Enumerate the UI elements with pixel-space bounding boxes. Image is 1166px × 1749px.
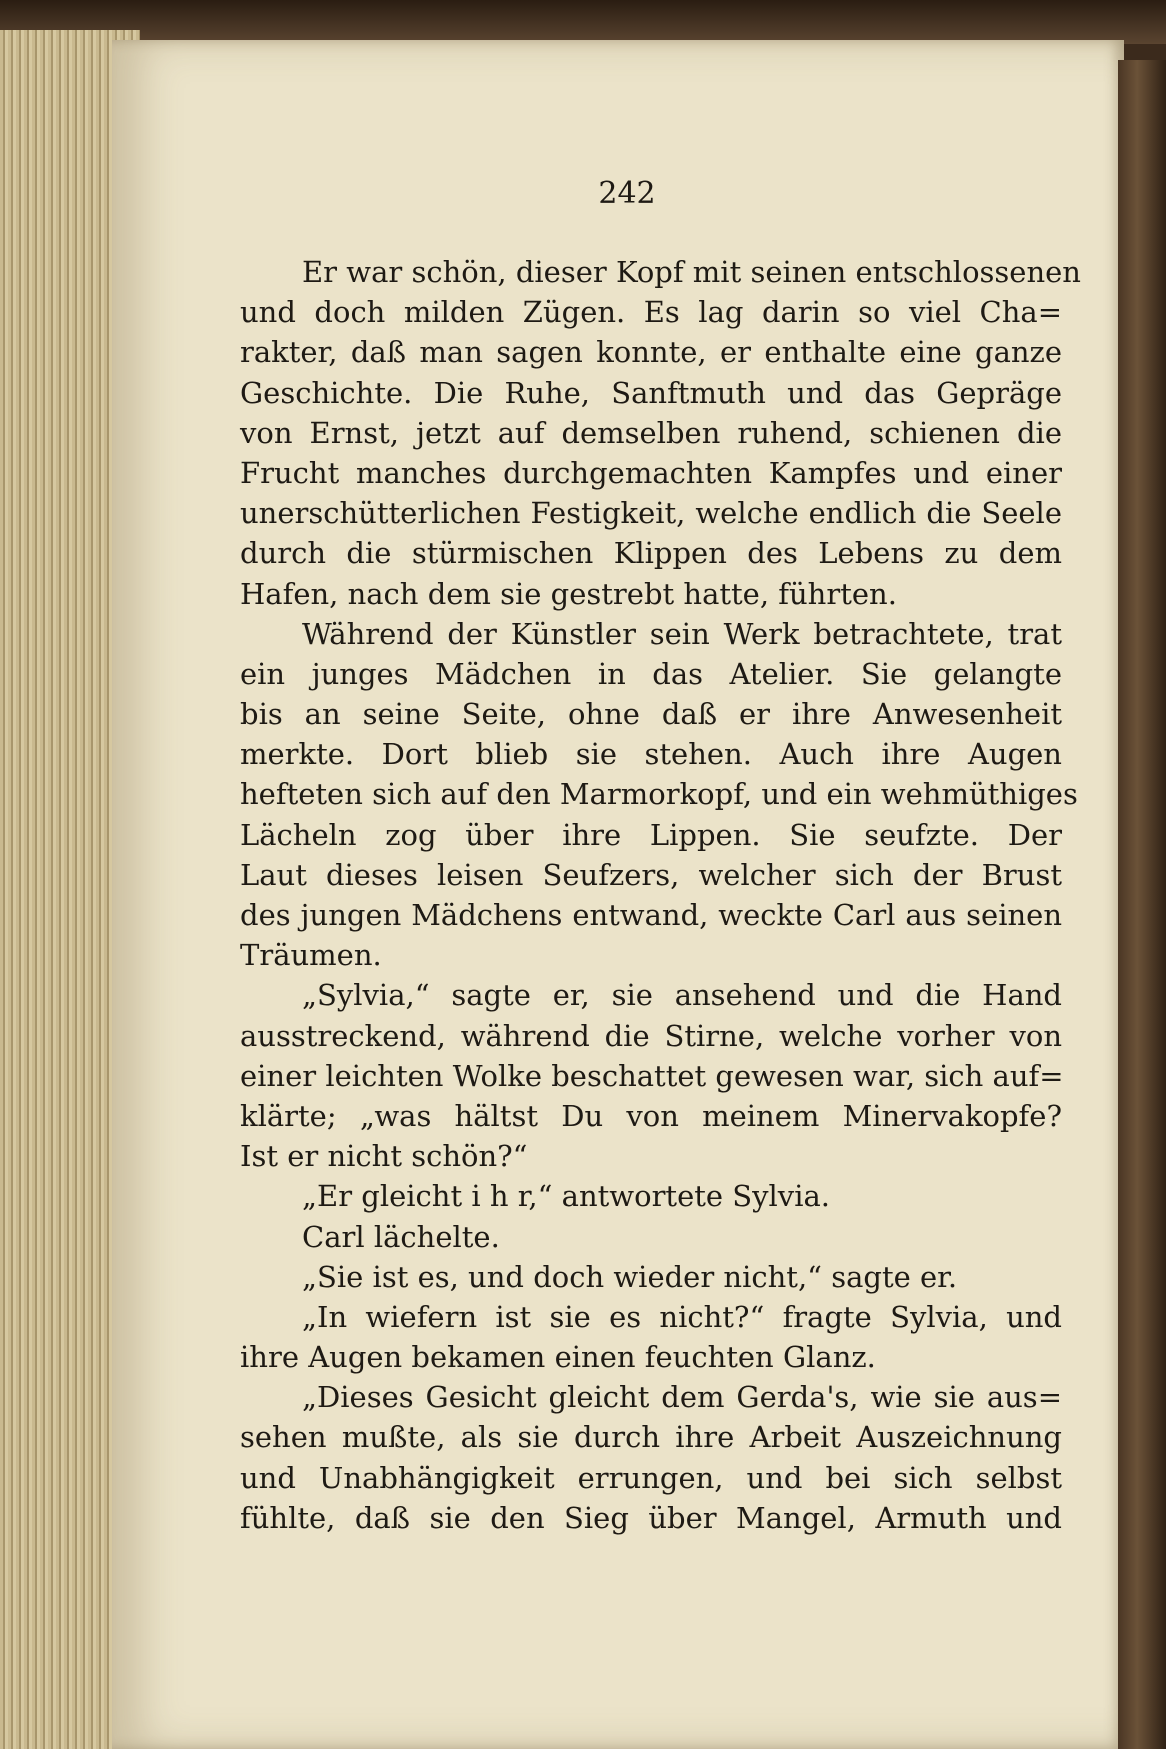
text-line: rakter, daß man sagen konnte, er enthalte eine ganze	[240, 335, 1062, 370]
text-line: Er war schön, dieser Kopf mit seinen entschlossenen	[302, 255, 1081, 289]
text-line: Carl lächelte.	[302, 1219, 500, 1254]
text-line: ausstreckend, während die Stirne, welche vorher von	[240, 1018, 1062, 1053]
text-line: „Sie ist es, und doch wieder nicht,“ sagte er.	[302, 1259, 958, 1294]
text-line: merkte. Dort blieb sie stehen. Auch ihre Augen	[240, 737, 1062, 772]
text-line: Während der Künstler sein Werk betrachtete, trat	[302, 616, 1062, 651]
body-text	[240, 252, 1081, 1538]
text-line: Geschichte. Die Ruhe, Sanftmuth und das Gepräge	[240, 375, 1062, 410]
text-line: einer leichten Wolke beschattet gewesen war, sich auf=	[240, 1058, 1064, 1093]
text-line: Träumen.	[240, 938, 382, 973]
text-line: durch die stürmischen Klippen des Lebens zu dem	[240, 536, 1062, 571]
text-line: hefteten sich auf den Marmorkopf, und ein wehmüthiges	[240, 777, 1078, 812]
text-line: Laut dieses leisen Seufzers, welcher sich der Brust	[240, 857, 1062, 892]
text-line: des jungen Mädchens entwand, weckte Carl aus seinen	[240, 898, 1062, 932]
text-line: fühlte, daß sie den Sieg über Mangel, Armuth und	[240, 1500, 1062, 1535]
text-line: bis an seine Seite, ohne daß er ihre Anwesenheit	[240, 697, 1062, 732]
text-line: klärte; „was hältst Du von meinem Minervakopfe?	[240, 1098, 1062, 1133]
page-number: 242	[598, 176, 656, 211]
text-line: sehen mußte, als sie durch ihre Arbeit Auszeichnung	[240, 1420, 1062, 1455]
text-line: „Er gleicht i h r,“ antwortete Sylvia.	[302, 1179, 830, 1214]
text-line: Frucht manches durchgemachten Kampfes und einer	[240, 455, 1062, 490]
text-line: „Dieses Gesicht gleicht dem Gerda's, wie sie aus=	[302, 1380, 1062, 1415]
text-line: Hafen, nach dem sie gestrebt hatte, führten.	[240, 576, 897, 611]
text-line: „Sylvia,“ sagte er, sie ansehend und die Hand	[302, 978, 1062, 1013]
text-line: Ist er nicht schön?“	[240, 1139, 528, 1174]
text-line: unerschütterlichen Festigkeit, welche endlich die Seele	[240, 496, 1062, 531]
text-line: ein junges Mädchen in das Atelier. Sie gelangte	[240, 656, 1062, 691]
text-line: „In wiefern ist sie es nicht?“ fragte Sylvia, und	[302, 1299, 1062, 1334]
text-line: von Ernst, jetzt auf demselben ruhend, schienen die	[240, 415, 1062, 450]
text-line: Lächeln zog über ihre Lippen. Sie seufzte. Der	[240, 817, 1062, 852]
text-line: ihre Augen bekamen einen feuchten Glanz.	[240, 1340, 876, 1375]
text-line: und Unabhängigkeit errungen, und bei sich selbst	[240, 1460, 1062, 1495]
book-binding-edge	[1118, 60, 1166, 1749]
book-top-edge	[0, 0, 1166, 44]
text-line: und doch milden Zügen. Es lag darin so viel Cha=	[240, 295, 1062, 330]
